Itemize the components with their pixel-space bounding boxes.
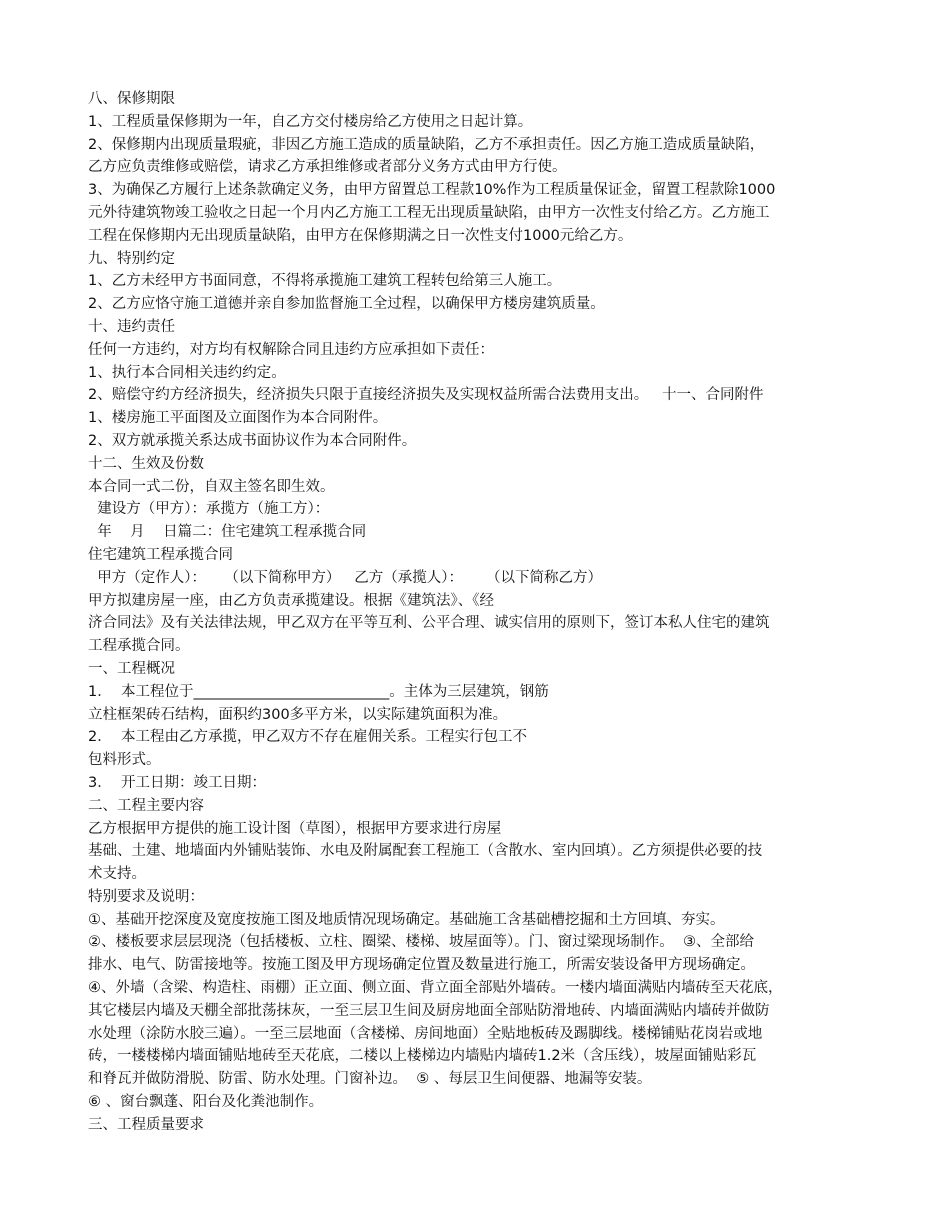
section-heading-warranty: 八、保修期限: [88, 91, 175, 107]
section-heading-overview: 一、工程概况: [88, 660, 175, 677]
date-line: 年 月 日篇二：住宅建筑工程承揽合同: [88, 524, 367, 541]
document-body: [88, 88, 868, 1137]
paragraph-line: 1． 本工程位于___________________________。主体为三层建筑，钢筋: [88, 683, 549, 700]
contract-title: 住宅建筑工程承揽合同: [88, 546, 233, 563]
paragraph-line: 2． 本工程由乙方承揽，甲乙双方不存在雇佣关系。工程实行包工不: [88, 729, 527, 746]
paragraph-line: 特别要求及说明：: [88, 888, 204, 905]
signature-line: 建设方（甲方）：承揽方（施工方）：: [88, 501, 330, 518]
paragraph-line: 任何一方违约，对方均有权解除合同且违约方应承担如下责任：: [88, 341, 494, 358]
section-heading-quality: 三、工程质量要求: [88, 1116, 204, 1133]
paragraph-line: 立柱框架砖石结构，面积约300多平方米，以实际建筑面积为准。: [88, 706, 508, 723]
paragraph-line: 元外待建筑物竣工验收之日起一个月内乙方施工工程无出现质量缺陷，由甲方一次性支付给乙方。乙方施工: [88, 204, 770, 221]
paragraph-line: ⑥ 、窗台飘蓬、阳台及化粪池制作。: [88, 1094, 324, 1111]
paragraph-line: 基础、土建、地墙面内外铺贴装饰、水电及附属配套工程施工（含散水、室内回填）。乙方须提供必要的技: [88, 843, 763, 860]
section-heading-special-terms: 九、特别约定: [88, 250, 175, 267]
paragraph-line: 1、楼房施工平面图及立面图作为本合同附件。: [88, 410, 388, 427]
section-heading-main-content: 二、工程主要内容: [88, 797, 204, 814]
section-heading-effectiveness: 十二、生效及份数: [88, 455, 204, 472]
paragraph-line: 水处理（涂防水胶三遍）。一至三层地面（含楼梯、房间地面）全贴地板砖及踢脚线。楼梯铺贴花岗岩或地: [88, 1025, 763, 1042]
paragraph-line: 3、为确保乙方履行上述条款确定义务，由甲方留置总工程款10%作为工程质量保证金，留置工程款除1000: [88, 182, 776, 199]
paragraph-line: 术支持。: [88, 866, 146, 883]
paragraph-line: ②、楼板要求层层现浇（包括楼板、立柱、圈梁、楼梯、坡屋面等）。门、窗过梁现场制作。 ③、全部给: [88, 934, 754, 951]
paragraph-line: 排水、电气、防雷接地等。按施工图及甲方现场确定位置及数量进行施工，所需安装设备甲方现场确定。: [88, 957, 755, 974]
parties-line: 甲方（定作人）： （以下简称甲方） 乙方（承揽人）： （以下简称乙方）: [88, 569, 603, 586]
paragraph-line: 本合同一式二份，自双主签名即生效。: [88, 478, 335, 495]
paragraph-line: 1、工程质量保修期为一年，自乙方交付楼房给乙方使用之日起计算。: [88, 113, 533, 130]
paragraph-line: 包料形式。: [88, 752, 161, 769]
paragraph-line: 乙方根据甲方提供的施工设计图（草图），根据甲方要求进行房屋: [88, 820, 502, 837]
paragraph-line: 工程承揽合同。: [88, 638, 190, 655]
paragraph-line: 2、双方就承揽关系达成书面协议作为本合同附件。: [88, 432, 417, 449]
paragraph-line: 和脊瓦并做防滑脱、防雷、防水处理。门窗补边。 ⑤ 、每层卫生间便器、地漏等安装。: [88, 1071, 652, 1088]
paragraph-line: 1、乙方未经甲方书面同意，不得将承揽施工建筑工程转包给第三人施工。: [88, 273, 562, 290]
paragraph-line: 其它楼层内墙及天棚全部批荡抹灰，一至三层卫生间及厨房地面全部贴防滑地砖、内墙面满贴内墙砖并做防: [88, 1002, 770, 1019]
paragraph-line: 1、执行本合同相关违约约定。: [88, 364, 286, 381]
paragraph-line: 砖，一楼楼梯内墙面铺贴地砖至天花底，二楼以上楼梯边内墙贴内墙砖1.2米（含压线），坡屋面铺贴彩瓦: [88, 1048, 757, 1065]
paragraph-line: 2、保修期内出现质量瑕疵，非因乙方施工造成的质量缺陷，乙方不承担责任。因乙方施工造成质量缺陷，: [88, 136, 765, 153]
paragraph-line: 济合同法》及有关法律法规，甲乙双方在平等互利、公平合理、诚实信用的原则下，签订本私人住宅的建筑: [88, 615, 770, 632]
paragraph-line: 乙方应负责维修或赔偿，请求乙方承担维修或者部分义务方式由甲方行使。: [88, 159, 567, 176]
paragraph-line: ④、外墙（含梁、构造柱、雨棚）正立面、侧立面、背立面全部贴外墙砖。一楼内墙面满贴内墙砖至天花底，: [88, 980, 783, 997]
paragraph-line: 2、乙方应恪守施工道德并亲自参加监督施工全过程，以确保甲方楼房建筑质量。: [88, 296, 605, 313]
paragraph-line: ①、基础开挖深度及宽度按施工图及地质情况现场确定。基础施工含基础槽挖掘和土方回填、夯实。: [88, 911, 725, 928]
paragraph-line: 3． 开工日期：竣工日期：: [88, 774, 266, 791]
paragraph-line: 2、赔偿守约方经济损失，经济损失只限于直接经济损失及实现权益所需合法费用支出。 十一、合同附件: [88, 387, 764, 404]
paragraph-line: 工程在保修期内无出现质量缺陷，由甲方在保修期满之日一次性支付1000元给乙方。: [88, 227, 633, 244]
section-heading-liability: 十、违约责任: [88, 318, 175, 335]
paragraph-line: 甲方拟建房屋一座，由乙方负责承揽建设。根据《建筑法》、《经: [88, 592, 494, 609]
